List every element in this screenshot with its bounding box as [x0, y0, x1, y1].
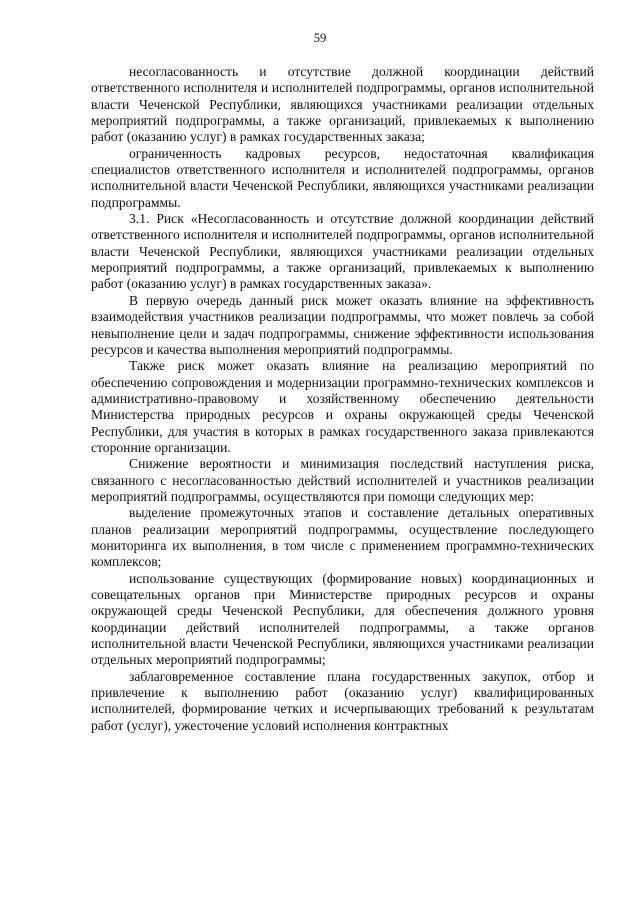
paragraph-risk-inconsistency: несогласованность и отсутствие должной координации действий ответственного исполнителя и исполнителей подпрограммы, органов исполнительной власти Чеченской Республики, являющихся участниками реализации отдельных мероприятий подпрограммы, а также организаций, привлекаемых к выполнению работ (оказанию услуг) в рамках государственных заказа; — [91, 64, 594, 145]
paragraph-measure-coordination: использование существующих (формирование новых) координационных и совещательных органов при Министерстве природных ресурсов и охраны окружающей среды Чеченской Республики, для обеспечения должного уровня координации действий исполнителей подпрограммы, а также органов исполнительной власти Чеченской Республики, являющихся участниками реализации отдельных мероприятий подпрограммы; — [91, 570, 594, 668]
paragraph-risk-impact: В первую очередь данный риск может оказать влияние на эффективность взаимодействия участников реализации подпрограммы, что может повлечь за собой невыполнение цели и задач подпрограммы, снижение эффективности использования ресурсов и качества выполнения мероприятий подпрограммы. — [91, 292, 594, 357]
paragraph-risk-impact-also: Также риск может оказать влияние на реализацию мероприятий по обеспечению сопровождения и модернизации программно-технических комплексов и административно-правовому и хозяйственному обеспечению деятельности Министерства природных ресурсов и охраны окружающей среды Чеченской Республики, для участия в которых в рамках государственного заказа привлекаются сторонние организации. — [91, 358, 594, 455]
paragraph-measure-procurement: заблаговременное составление плана государственных закупок, отбор и привлечение к выполнению работ (оказанию услуг) квалифицированных исполнителей, формирование четких и исчерпывающих требований к результатам работ (услуг), ужесточение условий исполнения контрактных — [91, 668, 594, 733]
page-number: 59 — [313, 31, 327, 45]
paragraph-risk-3-1: 3.1. Риск «Несогласованность и отсутствие должной координации действий ответственного исполнителя и исполнителей подпрограммы, органов исполнительной власти Чеченской Республики, являющихся участниками реализации отдельных мероприятий подпрограммы, а также организаций, привлекаемых к выполнению работ (оказанию услуг) в рамках государственных заказа». — [91, 211, 594, 292]
document-body — [91, 64, 594, 734]
paragraph-measure-stages: выделение промежуточных этапов и составление детальных оперативных планов реализации мероприятий подпрограммы, осуществление последующего мониторинга их выполнения, в том числе с применением программно-технических комплексов; — [91, 505, 594, 570]
paragraph-risk-staffing: ограниченность кадровых ресурсов, недостаточная квалификация специалистов ответственного исполнителя и исполнителей подпрограммы, органов исполнительной власти Чеченской Республики, являющихся участниками реализации подпрограммы. — [91, 145, 594, 210]
paragraph-mitigation-intro: Снижение вероятности и минимизация последствий наступления риска, связанного с несогласованностью действий исполнителей и участников реализации мероприятий подпрограммы, осуществляются при помощи следующих мер: — [91, 456, 594, 504]
